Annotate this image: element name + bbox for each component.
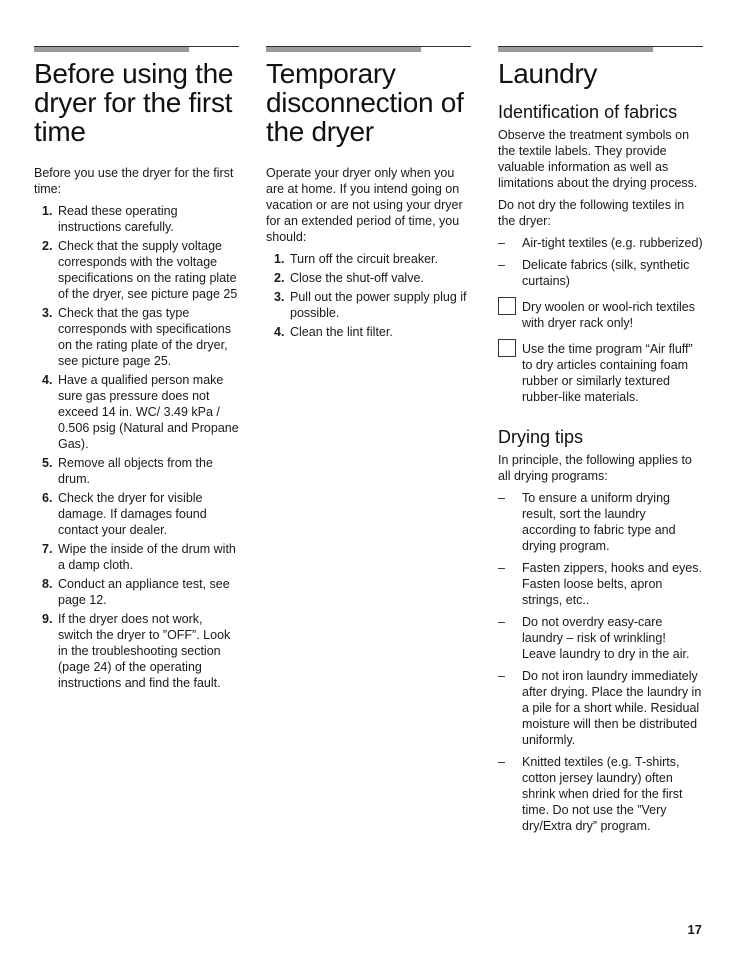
list-item: – Delicate fabrics (silk, synthetic curtains) [498,258,690,288]
list-item: 7. Wipe the inside of the drum with a damp cloth. [42,542,236,572]
section-intro: Operate your dryer only when you are at home. If you intend going on vacation or are not using your dryer for an extended period of time, you should: [266,166,463,244]
list-item: 3. Pull out the power supply plug if possible. [274,290,467,320]
list-item: 3. Check that the gas type corresponds with specifications on the rating plate of the dryer, see picture page 25. [42,306,231,368]
list-item: 1. Read these operating instructions carefully. [42,204,178,234]
note: Use the time program “Air fluff” to dry articles containing foam rubber or similarly textured rubber-like materials. [498,341,703,405]
list-item: – Do not overdry easy-care laundry – risk of wrinkling! Leave laundry to dry in the air. [498,615,690,661]
list-item: – Do not iron laundry immediately after drying. Place the laundry in a pile for a short while. Residual moisture will then be distributed uniformly. [498,669,702,747]
list-item: – To ensure a uniform drying result, sort the laundry according to fabric type and drying program. [498,491,676,553]
paragraph: Do not dry the following textiles in the dryer: [498,198,685,228]
section-laundry [498,46,703,840]
section-title: Before using the dryer for the first time [34,58,234,147]
list-item: – Air-tight textiles (e.g. rubberized) [498,236,703,250]
note: Dry woolen or wool-rich textiles with dryer rack only! [498,299,703,331]
steps-list [34,203,239,691]
section-temporary-disconnection [266,46,471,343]
list-item: 2. Close the shut-off valve. [274,271,424,285]
list-item: 5. Remove all objects from the drum. [42,456,213,486]
list-item: – Knitted textiles (e.g. T-shirts, cotton jersey laundry) often shrink when dried for the first time. Do not use the ”Very dry/Extra dry” program. [498,755,683,833]
steps-list [266,251,471,340]
list-item: 1. Turn off the circuit breaker. [274,252,438,266]
list-item: 4. Clean the lint filter. [274,325,393,339]
list-item: 8. Conduct an appliance test, see page 12. [42,577,230,607]
list-item: 9. If the dryer does not work, switch the dryer to ”OFF”. Look in the troubleshooting section (page 24) of the operating instructions and find the fault. [42,612,231,690]
subsection-title: Identification of fabrics [498,102,678,122]
list-item: – Fasten zippers, hooks and eyes. Fasten loose belts, apron strings, etc.. [498,561,702,607]
page-number: 17 [687,922,702,937]
section-rule [266,46,471,52]
list-item: 2. Check that the supply voltage corresponds with the voltage specifications on the rating plate of the dryer, see picture page 25 [42,239,238,301]
dont-dry-list [498,235,703,289]
tips-list [498,490,703,834]
list-item: 4. Have a qualified person make sure gas pressure does not exceed 14 in. WC/ 3.49 kPa / 0.506 psig (Natural and Propane Gas). [42,373,239,451]
subsection-title: Drying tips [498,427,584,447]
section-rule [34,46,239,52]
section-intro: Before you use the dryer for the first time: [34,166,234,196]
list-item: 6. Check the dryer for visible damage. If damages found contact your dealer. [42,491,207,537]
checkbox-symbol-icon [498,297,516,315]
paragraph: In principle, the following applies to all drying programs: [498,453,692,483]
section-title: Laundry [498,58,598,89]
section-title: Temporary disconnection of the dryer [266,58,464,147]
checkbox-symbol-icon [498,339,516,357]
section-first-use [34,46,239,694]
section-rule [498,46,703,52]
paragraph: Observe the treatment symbols on the textile labels. They provide valuable information as well as limitations about the drying process. [498,128,698,190]
